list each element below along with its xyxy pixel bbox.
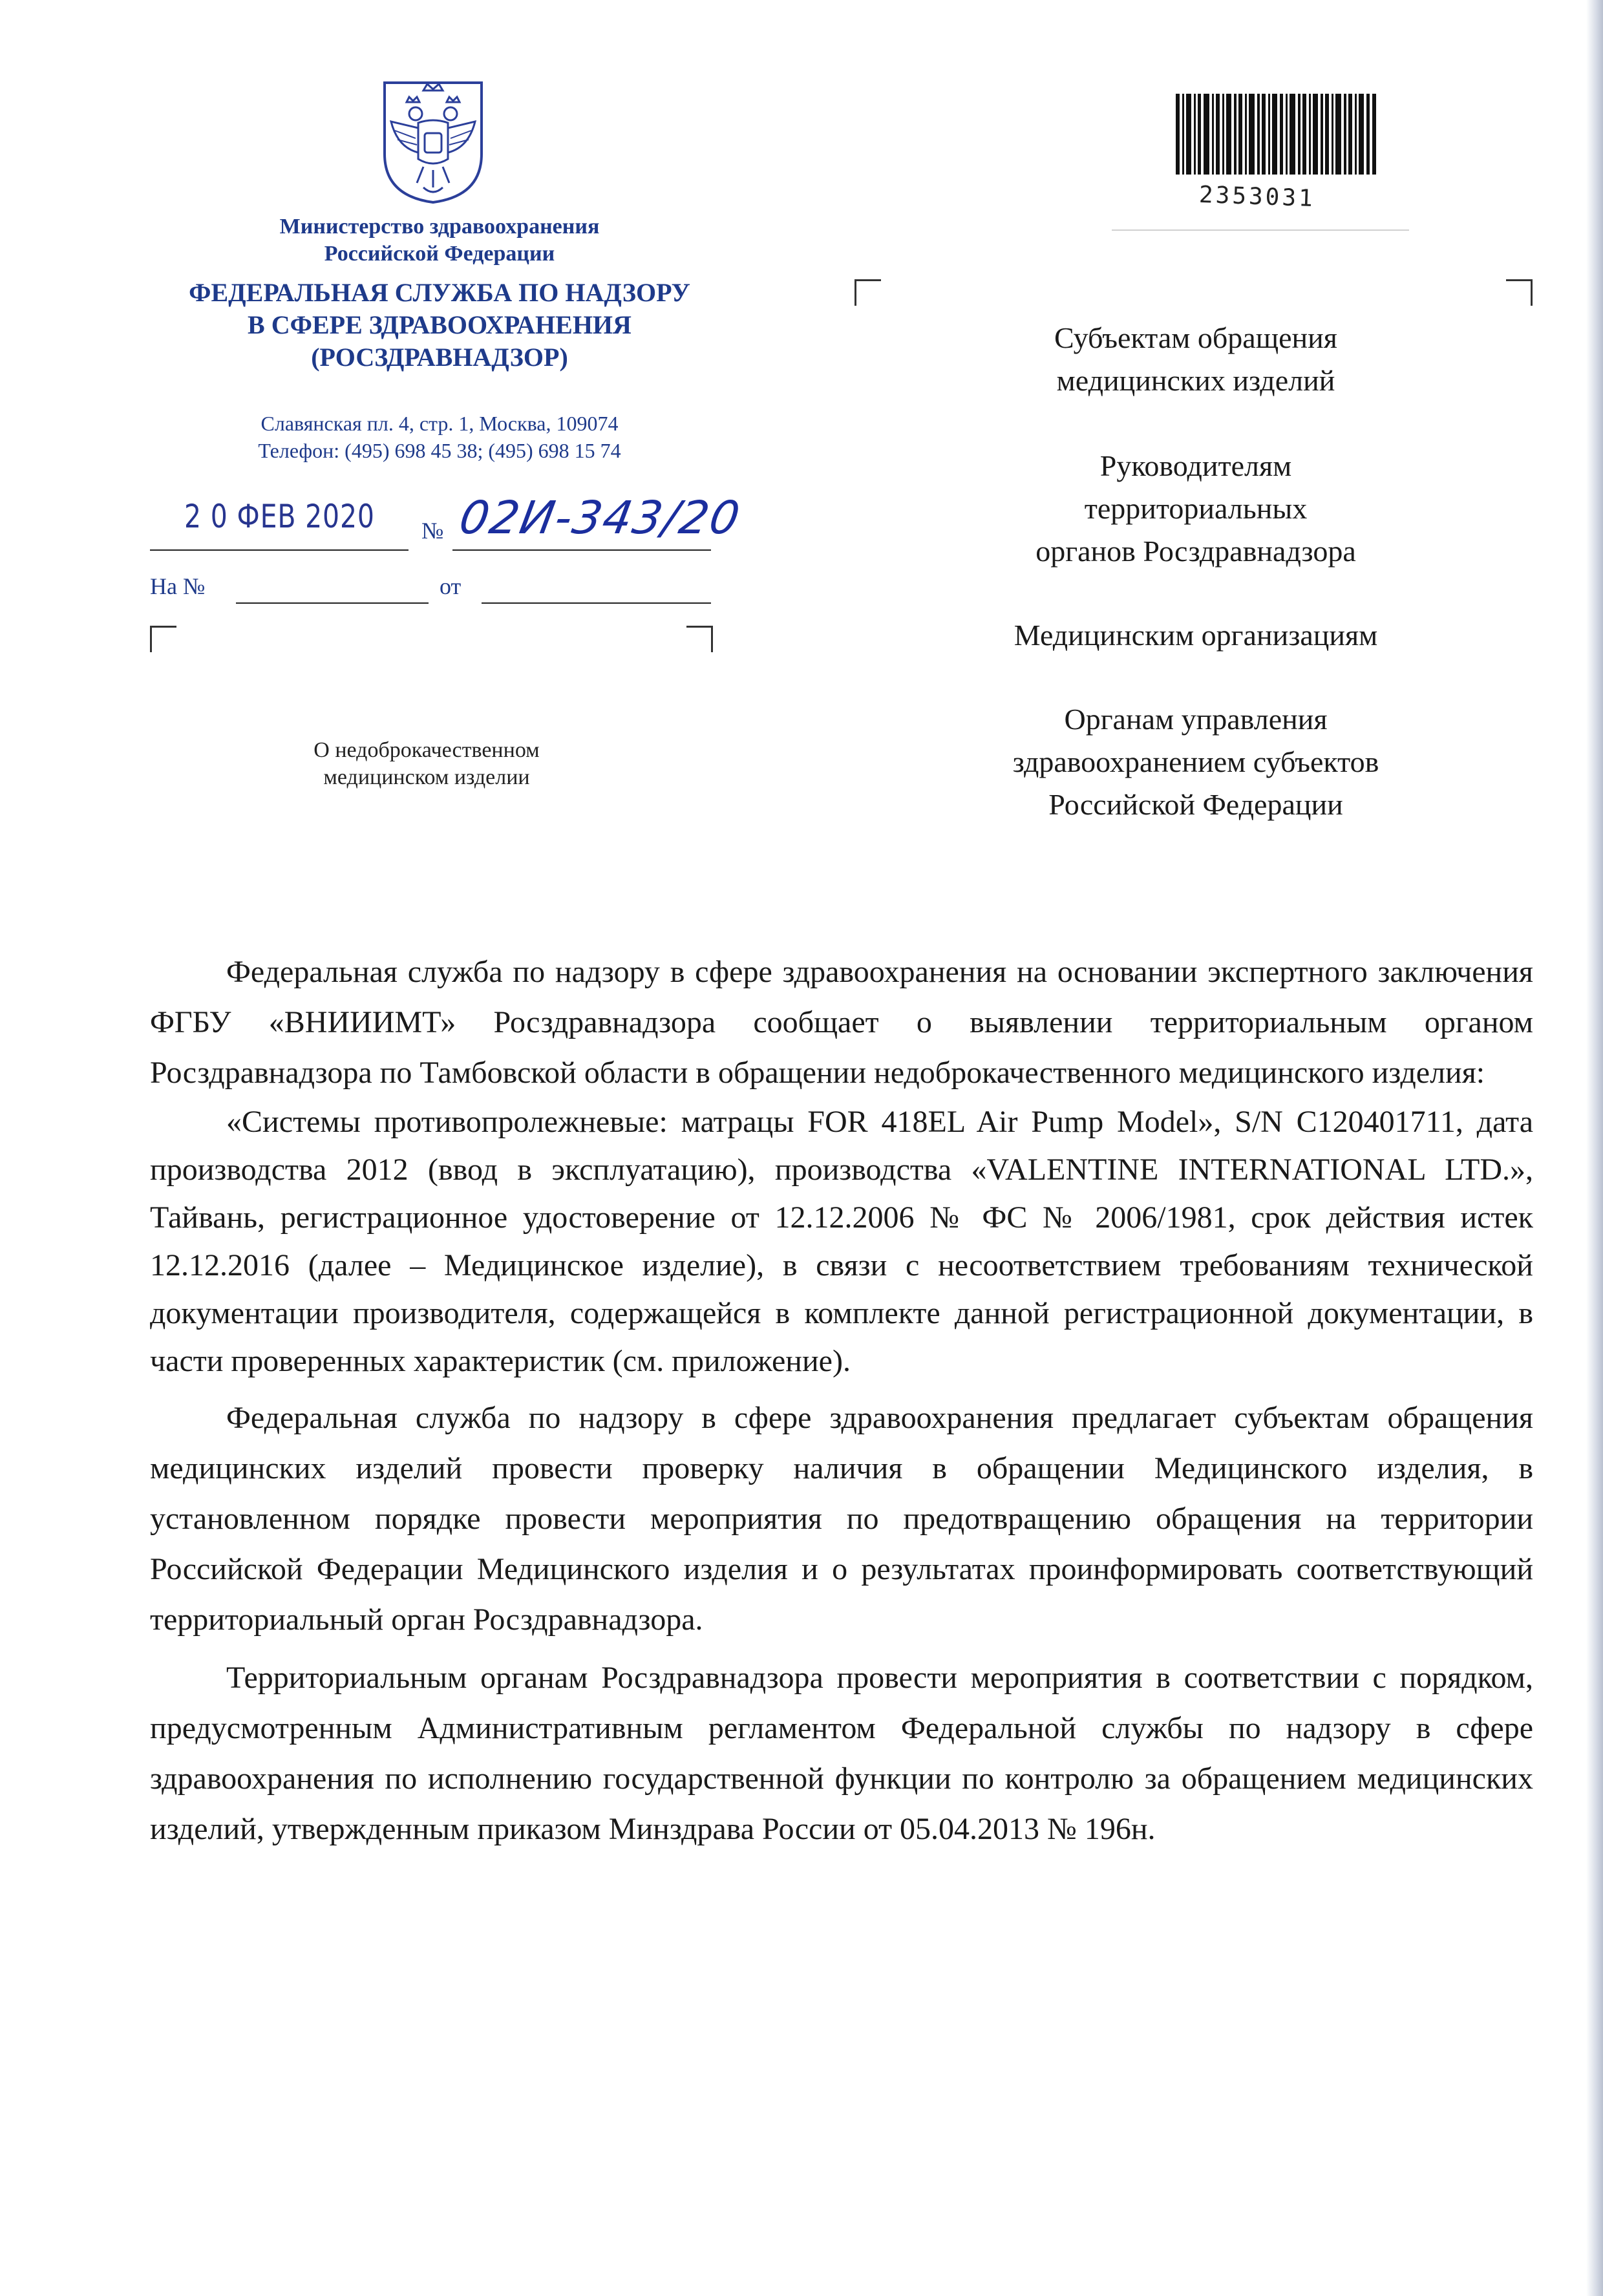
recipient-line: Субъектам обращения xyxy=(1054,321,1337,354)
recipient-line: Медицинским организациям xyxy=(1014,619,1378,652)
body-paragraph: Территориальным органам Росздравнадзора провести мероприятия в соответствии с порядком, предусмотренным Административным регламентом Федеральной службы по надзору в сфере здравоохранения по исполнению государственной функции по контролю за обращением медицинских изделий, утвержденным приказом Минздрава России от 05.04.2013 № 196н. xyxy=(150,1661,1533,1846)
barcode-number: 2353031 xyxy=(1198,181,1316,213)
address-corner-left xyxy=(855,279,881,306)
service-line-1: ФЕДЕРАЛЬНАЯ СЛУЖБА ПО НАДЗОРУ xyxy=(189,278,690,307)
from-label: от xyxy=(440,573,462,599)
address-corner-right xyxy=(1506,279,1533,306)
recipient-line: медицинских изделий xyxy=(1056,364,1335,397)
recipient-line: Органам управления xyxy=(1064,703,1328,736)
barcode xyxy=(1173,94,1380,194)
phone-line: Телефон: (495) 698 45 38; (495) 698 15 74 xyxy=(258,439,621,462)
date-underline xyxy=(150,549,409,551)
recipient-line: органов Росздравнадзора xyxy=(1035,535,1356,568)
subject-line-1: О недоброкачественном xyxy=(313,738,540,762)
in-reply-label: На № xyxy=(150,573,206,599)
body-paragraph: Федеральная служба по надзору в сфере здравоохранения на основании экспертного заключения ФГБУ «ВНИИИМТ» Росздравнадзора сообщает о выявлении территориальным органом Росздравнадзора по Тамбовской области в обращении недоброкачественного медицинского изделия: xyxy=(150,955,1533,1090)
number-sign: № xyxy=(421,518,444,544)
organization-address xyxy=(168,410,711,464)
recipient-line: Российской Федерации xyxy=(1048,788,1343,821)
letter-subject xyxy=(233,737,621,791)
subject-corner-right xyxy=(686,626,713,652)
body-paragraph: Федеральная служба по надзору в сфере здравоохранения предлагает субъектам обращения медицинских изделий провести проверку наличия в обращении Медицинского изделия, в установленном порядке провести мероприятия по предотвращению обращения на территории Российской Федерации Медицинского изделия и о результатах проинформировать соответствующий территориальный орган Росздравнадзора. xyxy=(150,1401,1533,1637)
subject-corner-left xyxy=(150,626,176,652)
number-underline xyxy=(452,549,711,551)
service-line-3: (РОСЗДРАВНАДЗОР) xyxy=(311,343,568,372)
body-paragraph: «Системы противопролежневые: матрацы FOR 418EL Air Pump Model», S/N C120401711, дата производства 2012 (ввод в эксплуатацию), производства «VALENTINE INTERNATIONAL LTD.», Тайвань, регистрационное удостоверение от 12.12.2006 № ФС № 2006/1981, срок действия истек 12.12.2016 (далее – Медицинское изделие), в связи с несоответствием требованиям технической документации производителя, содержащейся в комплекте данной регистрационной документации, в части проверенных характеристик (см. приложение). xyxy=(150,1105,1533,1378)
date-stamp: 2 0 ФЕВ 2020 xyxy=(184,498,375,535)
service-line-2: В СФЕРЕ ЗДРАВООХРАНЕНИЯ xyxy=(248,310,632,339)
ministry-name xyxy=(168,213,711,268)
recipient-block xyxy=(905,614,1487,657)
recipient-line: Руководителям xyxy=(1099,449,1292,482)
address-line: Славянская пл. 4, стр. 1, Москва, 109074 xyxy=(260,412,619,435)
recipient-block xyxy=(905,698,1487,826)
recipient-block xyxy=(905,445,1487,573)
subject-line-2: медицинском изделии xyxy=(323,765,530,789)
coat-of-arms-emblem xyxy=(378,76,488,206)
recipient-line: территориальных xyxy=(1084,492,1308,525)
scan-edge-shadow xyxy=(1586,0,1603,2296)
recipient-block xyxy=(905,317,1487,402)
ministry-line-2: Российской Федерации xyxy=(324,242,555,266)
from-underline xyxy=(482,602,711,604)
barcode-divider xyxy=(1112,229,1409,231)
service-name xyxy=(149,277,730,374)
recipient-line: здравоохранением субъектов xyxy=(1012,745,1379,778)
ministry-line-1: Министерство здравоохранения xyxy=(279,215,600,239)
letter-body xyxy=(150,947,1533,1855)
outgoing-number-handwritten: 02И-343/20 xyxy=(455,491,745,544)
in-reply-underline xyxy=(236,602,429,604)
